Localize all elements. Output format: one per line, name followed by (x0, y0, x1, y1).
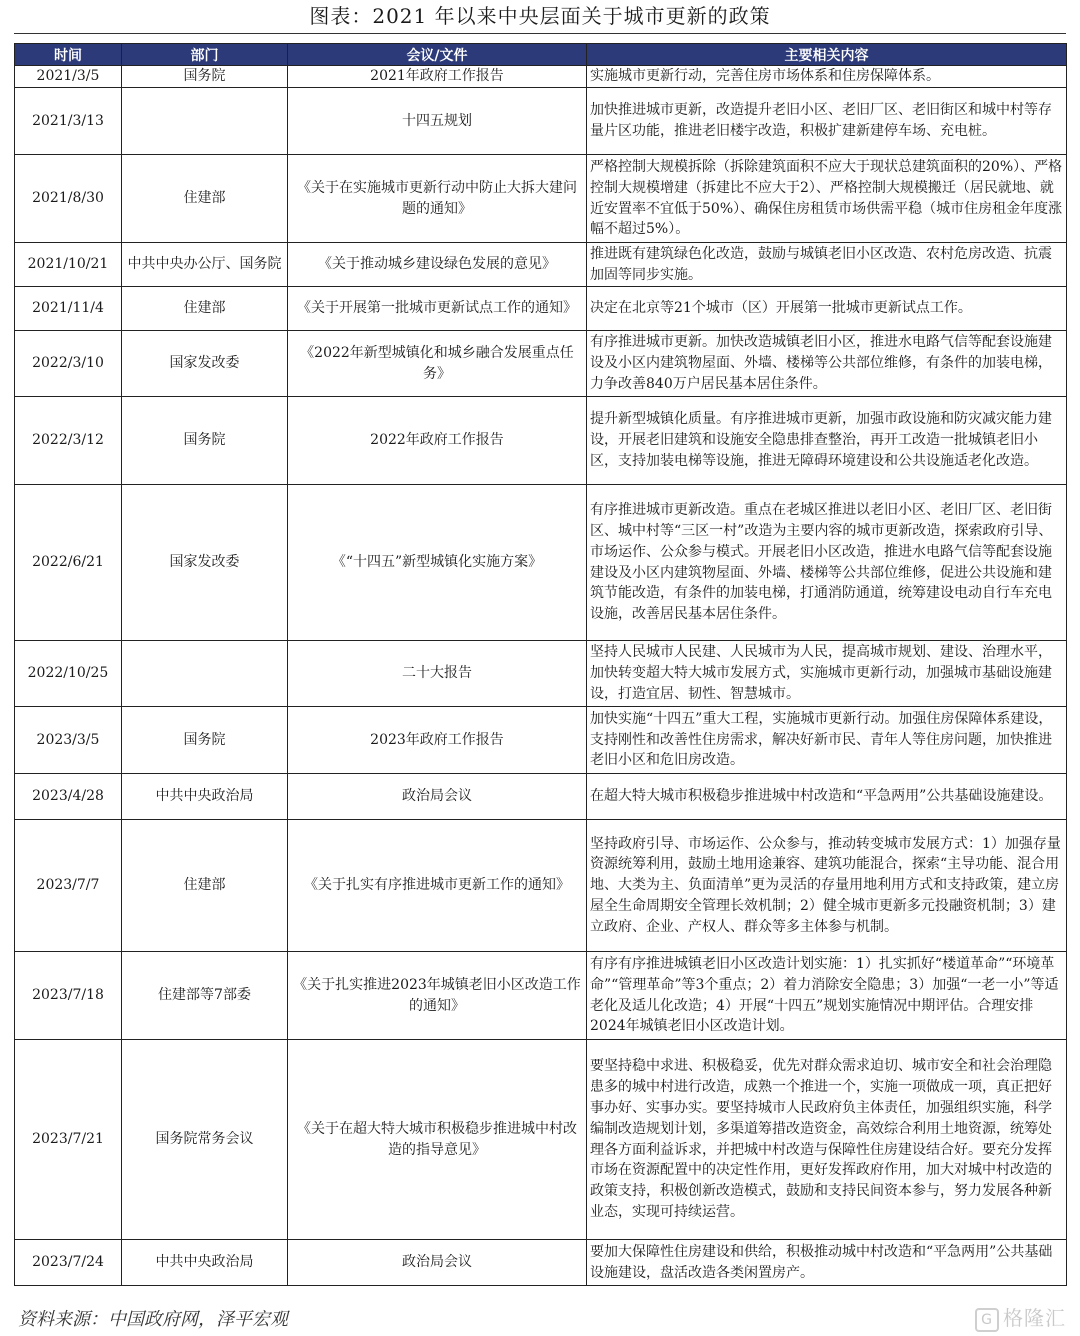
row-dept: 国家发改委 (122, 485, 288, 641)
row-content: 推进既有建筑绿色化改造，鼓励与城镇老旧小区改造、农村危房改造、抗震加固等同步实施。 (587, 243, 1067, 287)
row-content: 要加大保障性住房建设和供给，积极推动城中村改造和“平急两用”公共基础设施建设，盘活改造各类闲置房产。 (587, 1240, 1067, 1286)
row-dept: 国务院 (122, 66, 288, 88)
row-content: 有序推进城市更新。加快改造城镇老旧小区，推进水电路气信等配套设施建设及小区内建筑物屋面、外墙、楼梯等公共部位维修，有条件的加装电梯，力争改善840万户居民基本居住条件。 (587, 331, 1067, 397)
row-content: 坚持人民城市人民建、人民城市为人民，提高城市规划、建设、治理水平，加快转变超大特大城市发展方式，实施城市更新行动，加强城市基础设施建设，打造宜居、韧性、智慧城市。 (587, 641, 1067, 707)
row-date: 2023/3/5 (15, 707, 122, 774)
table-row (15, 287, 1067, 331)
row-date: 2021/3/13 (15, 88, 122, 155)
row-doc: 《关于开展第一批城市更新试点工作的通知》 (288, 287, 587, 331)
table-row (15, 155, 1067, 243)
title-divider (14, 33, 1066, 34)
table-row (15, 820, 1067, 952)
row-content: 提升新型城镇化质量。有序推进城市更新，加强市政设施和防灾减灾能力建设，开展老旧建筑和设施安全隐患排查整治，再开工改造一批城镇老旧小区，支持加装电梯等设施，推进无障碍环境建设和公共设施适老化改造。 (587, 397, 1067, 485)
table-row (15, 485, 1067, 641)
source-note: 资料来源：中国政府网，泽平宏观 (18, 1309, 288, 1330)
header-date: 时间 (15, 44, 122, 66)
header-dept: 部门 (122, 44, 288, 66)
row-dept: 国务院常务会议 (122, 1040, 288, 1240)
row-dept: 国务院 (122, 707, 288, 774)
row-dept: 住建部 (122, 155, 288, 243)
row-doc: 《关于在实施城市更新行动中防止大拆大建问题的通知》 (288, 155, 587, 243)
row-content: 决定在北京等21个城市（区）开展第一批城市更新试点工作。 (587, 287, 1067, 331)
table-row (15, 66, 1067, 88)
row-content: 加快推进城市更新，改造提升老旧小区、老旧厂区、老旧街区和城中村等存量片区功能，推进老旧楼宇改造，积极扩建新建停车场、充电桩。 (587, 88, 1067, 155)
row-doc: 2022年政府工作报告 (288, 397, 587, 485)
table-row (15, 952, 1067, 1040)
table-row (15, 641, 1067, 707)
header-doc: 会议/文件 (288, 44, 587, 66)
row-doc: 《关于扎实有序推进城市更新工作的通知》 (288, 820, 587, 952)
row-content: 严格控制大规模拆除（拆除建筑面积不应大于现状总建筑面积的20%）、严格控制大规模增建（拆建比不应大于2）、严格控制大规模搬迁（居民就地、就近安置率不宜低于50%）、确保住房租赁市场供需平稳（城市住房租金年度涨幅不超过5%）。 (587, 155, 1067, 243)
row-date: 2021/8/30 (15, 155, 122, 243)
row-doc: 《关于在超大特大城市积极稳步推进城中村改造的指导意见》 (288, 1040, 587, 1240)
row-content: 实施城市更新行动，完善住房市场体系和住房保障体系。 (587, 66, 1067, 88)
row-doc: 十四五规划 (288, 88, 587, 155)
row-dept: 国务院 (122, 397, 288, 485)
table-row (15, 1040, 1067, 1240)
policy-table (14, 43, 1067, 1286)
watermark-logo-icon: G (975, 1308, 999, 1332)
row-content: 有序有序推进城镇老旧小区改造计划实施：1）扎实抓好“楼道革命”“环境革命”“管理革命”等3个重点；2）着力消除安全隐患；3）加强“一老一小”等适老化及适儿化改造；4）开展“十四五”规划实施情况中期评估。合理安排2024年城镇老旧小区改造计划。 (587, 952, 1067, 1040)
row-doc: 《关于推动城乡建设绿色发展的意见》 (288, 243, 587, 287)
row-doc: 2021年政府工作报告 (288, 66, 587, 88)
page-title: 图表：2021 年以来中央层面关于城市更新的政策 (309, 4, 771, 28)
row-dept: 住建部 (122, 287, 288, 331)
row-dept: 中共中央办公厅、国务院 (122, 243, 288, 287)
row-date: 2023/7/21 (15, 1040, 122, 1240)
row-content: 要坚持稳中求进、积极稳妥，优先对群众需求迫切、城市安全和社会治理隐患多的城中村进行改造，成熟一个推进一个，实施一项做成一项，真正把好事办好、实事办实。要坚持城市人民政府负主体责任，加强组织实施，科学编制改造规划计划，多渠道筹措改造资金，高效综合利用土地资源，统筹处理各方面利益诉求，并把城中村改造与保障性住房建设结合好。要充分发挥市场在资源配置中的决定性作用，更好发挥政府作用，加大对城中村改造的政策支持，积极创新改造模式，鼓励和支持民间资本参与，努力发展各种新业态，实现可持续运营。 (587, 1040, 1067, 1240)
row-date: 2022/10/25 (15, 641, 122, 707)
row-date: 2023/7/7 (15, 820, 122, 952)
table-row (15, 331, 1067, 397)
row-dept (122, 641, 288, 707)
table-row (15, 397, 1067, 485)
row-content: 在超大特大城市积极稳步推进城中村改造和“平急两用”公共基础设施建设。 (587, 774, 1067, 820)
row-date: 2021/10/21 (15, 243, 122, 287)
row-doc: 《2022年新型城镇化和城乡融合发展重点任务》 (288, 331, 587, 397)
row-doc: 政治局会议 (288, 774, 587, 820)
row-dept: 住建部 (122, 820, 288, 952)
row-doc: 二十大报告 (288, 641, 587, 707)
row-content: 坚持政府引导、市场运作、公众参与，推动转变城市发展方式：1）加强存量资源统筹利用，鼓励土地用途兼容、建筑功能混合，探索“主导功能、混合用地、大类为主、负面清单”更为灵活的存量用地利用方式和支持政策，建立房屋全生命周期安全管理长效机制；2）健全城市更新多元投融资机制；3）建立政府、企业、产权人、群众等多主体参与机制。 (587, 820, 1067, 952)
row-dept (122, 88, 288, 155)
row-date: 2023/7/18 (15, 952, 122, 1040)
row-date: 2023/7/24 (15, 1240, 122, 1286)
table-row (15, 243, 1067, 287)
row-dept: 中共中央政治局 (122, 774, 288, 820)
watermark-text: 格隆汇 (1003, 1306, 1066, 1330)
row-doc: 《“十四五”新型城镇化实施方案》 (288, 485, 587, 641)
row-date: 2021/3/5 (15, 66, 122, 88)
table-row (15, 1240, 1067, 1286)
row-dept: 住建部等7部委 (122, 952, 288, 1040)
header-content: 主要相关内容 (587, 44, 1067, 66)
row-date: 2021/11/4 (15, 287, 122, 331)
table-row (15, 88, 1067, 155)
row-dept: 国家发改委 (122, 331, 288, 397)
watermark (975, 1302, 1066, 1332)
row-doc: 2023年政府工作报告 (288, 707, 587, 774)
row-doc: 政治局会议 (288, 1240, 587, 1286)
table-row (15, 774, 1067, 820)
row-date: 2023/4/28 (15, 774, 122, 820)
row-date: 2022/3/12 (15, 397, 122, 485)
row-date: 2022/3/10 (15, 331, 122, 397)
table-header-row (15, 44, 1067, 66)
row-doc: 《关于扎实推进2023年城镇老旧小区改造工作的通知》 (288, 952, 587, 1040)
row-dept: 中共中央政治局 (122, 1240, 288, 1286)
row-content: 有序推进城市更新改造。重点在老城区推进以老旧小区、老旧厂区、老旧街区、城中村等“三区一村”改造为主要内容的城市更新改造，探索政府引导、市场运作、公众参与模式。开展老旧小区改造，推进水电路气信等配套设施建设及小区内建筑物屋面、外墙、楼梯等公共部位维修，促进公共设施和建筑节能改造，有条件的加装电梯，打通消防通道，统筹建设电动自行车充电设施，改善居民基本居住条件。 (587, 485, 1067, 641)
table-row (15, 707, 1067, 774)
row-content: 加快实施“十四五”重大工程，实施城市更新行动。加强住房保障体系建设，支持刚性和改善性住房需求，解决好新市民、青年人等住房问题，加快推进老旧小区和危旧房改造。 (587, 707, 1067, 774)
row-date: 2022/6/21 (15, 485, 122, 641)
